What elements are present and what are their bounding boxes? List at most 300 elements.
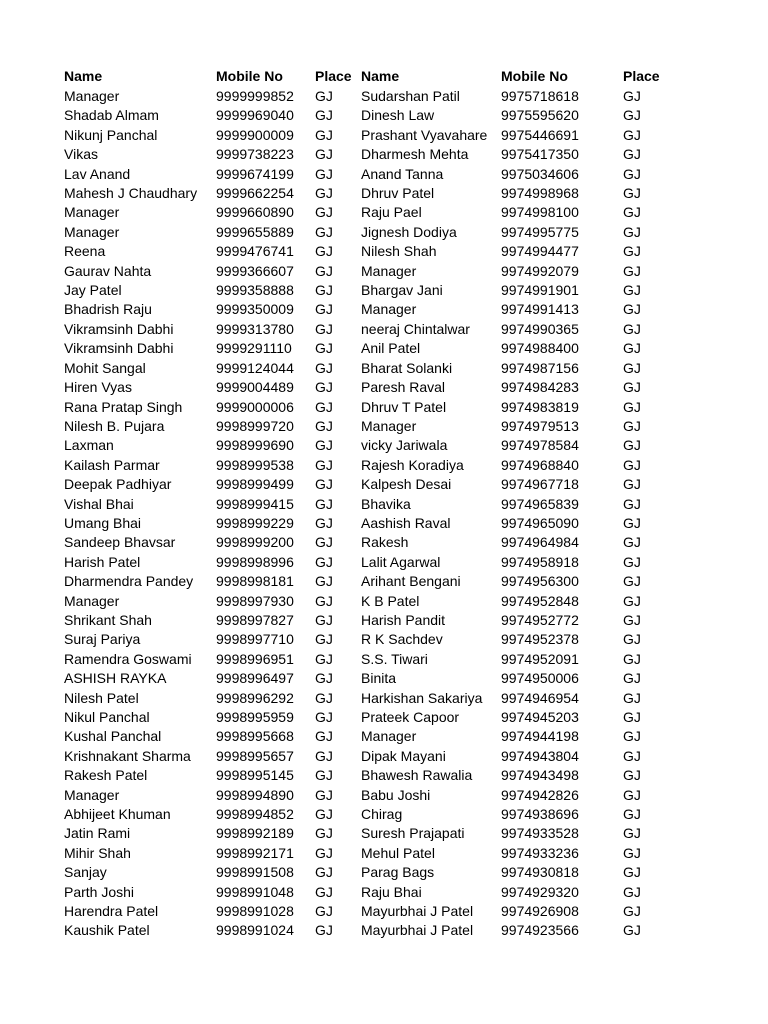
cell-name-left: Manager [64,786,120,803]
cell-mobile-right: 9974991901 [501,282,579,299]
cell-mobile-right: 9974933528 [501,825,579,842]
cell-place-right: GJ [623,456,641,473]
cell-place-left: GJ [315,185,333,202]
cell-mobile-right: 9974933236 [501,844,579,861]
cell-place-right: GJ [623,320,641,337]
cell-name-right: Nilesh Shah [361,243,437,260]
table-row [64,456,684,475]
cell-mobile-left: 9998995959 [216,709,294,725]
cell-name-right: Sudarshan Patil [361,88,460,104]
cell-place-left: GJ [315,379,333,396]
cell-place-right: GJ [623,417,641,434]
cell-name-left: Laxman [64,437,114,454]
cell-place-right: GJ [623,185,641,202]
cell-place-right: GJ [623,631,641,648]
cell-mobile-right: 9974988400 [501,340,579,357]
cell-name-left: Mihir Shah [64,844,131,861]
cell-place-right: GJ [623,747,641,764]
cell-name-left: Umang Bhai [64,514,142,531]
table-row [64,630,684,649]
cell-place-right: GJ [623,282,641,299]
cell-mobile-right: 9974942826 [501,786,579,803]
cell-name-left: Kailash Parmar [64,456,160,473]
cell-name-right: Paresh Raval [361,379,446,396]
cell-place-left: GJ [315,747,333,764]
cell-name-left: Harendra Patel [64,903,159,920]
cell-place-left: GJ [315,611,333,628]
table-row [64,378,684,397]
cell-name-left: Lav Anand [64,165,131,182]
cell-mobile-right: 9974952848 [501,592,579,609]
table-row [64,592,684,611]
table-row [64,417,684,436]
cell-name-right: Rakesh [361,534,409,551]
column-header-mobile-right: Mobile No [501,68,568,84]
cell-mobile-right: 9974952091 [501,650,579,667]
cell-place-right: GJ [623,553,641,570]
cell-mobile-right: 9974984283 [501,379,579,396]
cell-place-left: GJ [315,709,333,725]
cell-mobile-right: 9974965090 [501,514,579,531]
cell-place-left: GJ [315,476,333,493]
cell-place-left: GJ [315,282,333,299]
cell-name-left: Jay Patel [64,282,122,299]
cell-name-right: Binita [361,670,397,687]
table-row [64,495,684,514]
cell-name-right: Mehul Patel [361,844,435,861]
table-row [64,87,684,106]
contact-table [64,66,684,941]
cell-mobile-left: 9998999720 [216,417,294,434]
cell-name-right: Anil Patel [361,340,421,357]
cell-place-left: GJ [315,534,333,551]
cell-place-left: GJ [315,437,333,454]
cell-name-left: Jatin Rami [64,825,131,842]
table-row [64,921,684,940]
table-row [64,184,684,203]
cell-mobile-left: 9998999690 [216,437,294,454]
cell-place-left: GJ [315,359,333,376]
cell-place-right: GJ [623,165,641,182]
cell-place-right: GJ [623,844,641,861]
cell-name-right: Raju Pael [361,204,422,221]
cell-name-right: vicky Jariwala [361,437,448,454]
cell-place-left: GJ [315,922,333,939]
table-row [64,786,684,805]
cell-place-right: GJ [623,573,641,590]
cell-name-left: Nilesh Patel [64,689,139,706]
cell-mobile-left: 9999662254 [216,185,294,202]
cell-name-right: Arihant Bengani [361,573,461,590]
cell-name-left: Vishal Bhai [64,495,134,512]
cell-name-left: Dharmendra Pandey [64,573,194,590]
cell-mobile-left: 9998999200 [216,534,294,551]
cell-name-right: Manager [361,417,417,434]
cell-place-left: GJ [315,631,333,648]
table-row [64,262,684,281]
cell-mobile-left: 9998996292 [216,689,294,706]
cell-place-left: GJ [315,825,333,842]
cell-place-right: GJ [623,514,641,531]
cell-place-left: GJ [315,223,333,240]
cell-mobile-right: 9974994477 [501,243,579,260]
cell-name-left: Manager [64,204,120,221]
cell-mobile-right: 9974968840 [501,456,579,473]
cell-name-left: Rakesh Patel [64,767,148,784]
cell-mobile-right: 9974926908 [501,903,579,920]
cell-place-right: GJ [623,728,641,745]
cell-name-right: Kalpesh Desai [361,476,452,493]
table-row [64,359,684,378]
table-row [64,863,684,882]
cell-place-left: GJ [315,88,333,104]
cell-name-left: Abhijeet Khuman [64,806,171,823]
column-header-mobile-left: Mobile No [216,68,283,84]
cell-mobile-right: 9974991413 [501,301,579,318]
cell-mobile-left: 9998996951 [216,650,294,667]
cell-place-left: GJ [315,456,333,473]
cell-name-left: Suraj Pariya [64,631,141,648]
cell-name-left: Sandeep Bhavsar [64,534,176,551]
cell-mobile-right: 9974952378 [501,631,579,648]
table-row [64,398,684,417]
table-row [64,223,684,242]
cell-place-left: GJ [315,417,333,434]
cell-mobile-left: 9998994890 [216,786,294,803]
cell-name-left: ASHISH RAYKA [64,670,167,687]
cell-name-right: Rajesh Koradiya [361,456,464,473]
cell-mobile-left: 9999969040 [216,107,294,124]
cell-mobile-left: 9998992189 [216,825,294,842]
cell-name-left: Mahesh J Chaudhary [64,185,198,202]
cell-place-right: GJ [623,534,641,551]
column-header-place-right: Place [623,68,660,84]
cell-mobile-left: 9999999852 [216,88,294,104]
cell-name-right: Bharat Solanki [361,359,453,376]
cell-mobile-left: 9998999415 [216,495,294,512]
cell-place-left: GJ [315,864,333,881]
cell-name-left: Vikas [64,146,98,163]
cell-place-right: GJ [623,864,641,881]
table-row [64,126,684,145]
cell-name-right: Jignesh Dodiya [361,223,457,240]
cell-place-right: GJ [623,126,641,143]
cell-place-left: GJ [315,592,333,609]
cell-place-right: GJ [623,670,641,687]
table-row [64,145,684,164]
cell-place-left: GJ [315,262,333,279]
cell-name-left: Nikunj Panchal [64,126,158,143]
cell-name-right: Prashant Vyavahare [361,126,488,143]
cell-place-left: GJ [315,553,333,570]
cell-name-right: Dinesh Law [361,107,435,124]
table-row [64,689,684,708]
cell-place-right: GJ [623,709,641,725]
cell-mobile-left: 9999313780 [216,320,294,337]
cell-place-left: GJ [315,126,333,143]
cell-mobile-right: 9975595620 [501,107,579,124]
cell-place-left: GJ [315,301,333,318]
column-header-place-left: Place [315,68,352,84]
table-row [64,650,684,669]
cell-name-left: Deepak Padhiyar [64,476,172,493]
cell-name-right: Anand Tanna [361,165,444,182]
cell-place-right: GJ [623,146,641,163]
table-row [64,203,684,222]
cell-mobile-left: 9998992171 [216,844,294,861]
table-row [64,165,684,184]
cell-name-left: Krishnakant Sharma [64,747,191,764]
cell-place-right: GJ [623,922,641,939]
cell-name-right: Dipak Mayani [361,747,446,764]
cell-name-right: Mayurbhai J Patel [361,922,474,939]
cell-mobile-right: 9974945203 [501,709,579,725]
cell-mobile-right: 9974983819 [501,398,579,415]
cell-mobile-left: 9998995668 [216,728,294,745]
header-row [64,66,684,87]
cell-mobile-right: 9974943804 [501,747,579,764]
cell-name-right: neeraj Chintalwar [361,320,470,337]
cell-mobile-left: 9998991024 [216,922,294,939]
cell-mobile-left: 9999004489 [216,379,294,396]
cell-mobile-right: 9974958918 [501,553,579,570]
table-row [64,106,684,125]
table-row [64,824,684,843]
cell-place-right: GJ [623,204,641,221]
cell-name-left: Ramendra Goswami [64,650,192,667]
cell-name-left: Kushal Panchal [64,728,162,745]
cell-mobile-right: 9974979513 [501,417,579,434]
cell-place-left: GJ [315,398,333,415]
cell-place-left: GJ [315,573,333,590]
cell-place-left: GJ [315,670,333,687]
cell-mobile-right: 9975718618 [501,88,579,104]
cell-mobile-right: 9974987156 [501,359,579,376]
cell-name-right: Dhruv Patel [361,185,435,202]
cell-name-right: Babu Joshi [361,786,431,803]
cell-name-left: Nikul Panchal [64,709,150,725]
cell-name-right: Manager [361,728,417,745]
cell-place-left: GJ [315,806,333,823]
table-row [64,805,684,824]
cell-mobile-left: 9998996497 [216,670,294,687]
table-row [64,708,684,727]
cell-mobile-right: 9974992079 [501,262,579,279]
cell-mobile-left: 9999358888 [216,282,294,299]
cell-name-left: Gaurav Nahta [64,262,152,279]
table-row [64,553,684,572]
cell-mobile-right: 9974998100 [501,204,579,221]
cell-mobile-left: 9999291110 [216,340,292,357]
table-row [64,514,684,533]
cell-mobile-left: 9998994852 [216,806,294,823]
cell-place-left: GJ [315,146,333,163]
table-row [64,281,684,300]
cell-mobile-right: 9974965839 [501,495,579,512]
cell-mobile-left: 9998995657 [216,747,294,764]
table-row [64,844,684,863]
cell-place-right: GJ [623,903,641,920]
cell-name-right: Bhavika [361,495,411,512]
cell-name-left: Kaushik Patel [64,922,150,939]
cell-place-right: GJ [623,825,641,842]
cell-name-left: Shrikant Shah [64,611,152,628]
cell-name-left: Mohit Sangal [64,359,146,376]
cell-place-right: GJ [623,379,641,396]
cell-mobile-right: 9974944198 [501,728,579,745]
cell-mobile-left: 9998999499 [216,476,294,493]
cell-name-right: Lalit Agarwal [361,553,441,570]
cell-place-right: GJ [623,767,641,784]
cell-mobile-left: 9998991028 [216,903,294,920]
cell-name-left: Hiren Vyas [64,379,132,396]
cell-name-right: Dharmesh Mehta [361,146,469,163]
cell-mobile-right: 9974967718 [501,476,579,493]
cell-place-left: GJ [315,844,333,861]
cell-mobile-left: 9999124044 [216,359,294,376]
cell-place-right: GJ [623,243,641,260]
cell-place-left: GJ [315,728,333,745]
cell-mobile-right: 9974950006 [501,670,579,687]
table-row [64,436,684,455]
cell-name-left: Bhadrish Raju [64,301,152,318]
cell-mobile-right: 9974978584 [501,437,579,454]
cell-place-left: GJ [315,903,333,920]
table-row [64,339,684,358]
cell-mobile-left: 9998999229 [216,514,294,531]
cell-mobile-left: 9999476741 [216,243,294,260]
cell-mobile-right: 9974952772 [501,611,579,628]
cell-mobile-left: 9998999538 [216,456,294,473]
cell-mobile-right: 9975417350 [501,146,579,163]
cell-name-left: Vikramsinh Dabhi [64,340,174,357]
cell-place-left: GJ [315,320,333,337]
cell-place-right: GJ [623,88,641,104]
cell-name-left: Rana Pratap Singh [64,398,183,415]
cell-place-left: GJ [315,650,333,667]
cell-mobile-left: 9998998996 [216,553,294,570]
cell-name-right: Raju Bhai [361,883,422,900]
cell-place-left: GJ [315,204,333,221]
cell-mobile-right: 9974990365 [501,320,579,337]
cell-place-right: GJ [623,398,641,415]
table-row [64,300,684,319]
cell-place-left: GJ [315,340,333,357]
cell-name-right: Dhruv T Patel [361,398,447,415]
cell-place-right: GJ [623,107,641,124]
cell-mobile-left: 9999900009 [216,126,294,143]
cell-mobile-left: 9999366607 [216,262,294,279]
cell-mobile-left: 9999660890 [216,204,294,221]
cell-place-right: GJ [623,611,641,628]
cell-name-right: Bhawesh Rawalia [361,767,473,784]
cell-place-right: GJ [623,806,641,823]
cell-mobile-left: 9998991048 [216,883,294,900]
cell-mobile-right: 9974964984 [501,534,579,551]
cell-mobile-right: 9974998968 [501,185,579,202]
cell-name-right: Chirag [361,806,403,823]
cell-name-left: Shadab Almam [64,107,159,124]
table-row [64,320,684,339]
cell-mobile-left: 9999350009 [216,301,294,318]
cell-mobile-left: 9999655889 [216,223,294,240]
cell-place-right: GJ [623,223,641,240]
contact-list-page [64,66,684,941]
cell-name-right: Aashish Raval [361,514,451,531]
cell-name-right: Prateek Capoor [361,709,460,725]
cell-name-right: S.S. Tiwari [361,650,428,667]
cell-place-left: GJ [315,243,333,260]
cell-mobile-right: 9974943498 [501,767,579,784]
cell-name-left: Reena [64,243,106,260]
cell-mobile-left: 9998995145 [216,767,294,784]
cell-mobile-right: 9974956300 [501,573,579,590]
cell-name-right: R K Sachdev [361,631,443,648]
cell-mobile-right: 9974923566 [501,922,579,939]
cell-name-right: Harkishan Sakariya [361,689,483,706]
cell-mobile-right: 9974946954 [501,689,579,706]
table-row [64,533,684,552]
table-row [64,242,684,261]
cell-name-left: Manager [64,592,120,609]
cell-name-left: Manager [64,223,120,240]
cell-place-right: GJ [623,301,641,318]
cell-place-right: GJ [623,786,641,803]
cell-name-right: Harish Pandit [361,611,446,628]
column-header-name-left: Name [64,68,103,84]
cell-place-right: GJ [623,476,641,493]
cell-place-left: GJ [315,786,333,803]
cell-place-left: GJ [315,767,333,784]
cell-mobile-left: 9998997827 [216,611,294,628]
cell-place-right: GJ [623,359,641,376]
table-row [64,727,684,746]
table-row [64,766,684,785]
cell-name-left: Parth Joshi [64,883,135,900]
cell-place-left: GJ [315,495,333,512]
cell-mobile-left: 9998991508 [216,864,294,881]
cell-name-right: Suresh Prajapati [361,825,465,842]
cell-place-left: GJ [315,107,333,124]
cell-place-right: GJ [623,262,641,279]
table-row [64,611,684,630]
cell-mobile-left: 9998998181 [216,573,294,590]
cell-name-right: Mayurbhai J Patel [361,903,474,920]
cell-mobile-left: 9999674199 [216,165,294,182]
cell-name-right: Parag Bags [361,864,435,881]
cell-name-left: Harish Patel [64,553,141,570]
cell-mobile-right: 9974938696 [501,806,579,823]
cell-place-left: GJ [315,883,333,900]
cell-name-right: Bhargav Jani [361,282,443,299]
contact-rows [64,87,684,941]
table-row [64,572,684,591]
cell-name-right: K B Patel [361,592,420,609]
column-header-name-right: Name [361,68,400,84]
table-row [64,475,684,494]
cell-place-right: GJ [623,437,641,454]
cell-place-left: GJ [315,689,333,706]
cell-name-right: Manager [361,262,417,279]
cell-name-right: Manager [361,301,417,318]
cell-mobile-right: 9975034606 [501,165,579,182]
cell-place-left: GJ [315,165,333,182]
cell-mobile-left: 9998997710 [216,631,294,648]
cell-name-left: Nilesh B. Pujara [64,417,165,434]
cell-place-right: GJ [623,689,641,706]
cell-mobile-right: 9974929320 [501,883,579,900]
table-row [64,902,684,921]
